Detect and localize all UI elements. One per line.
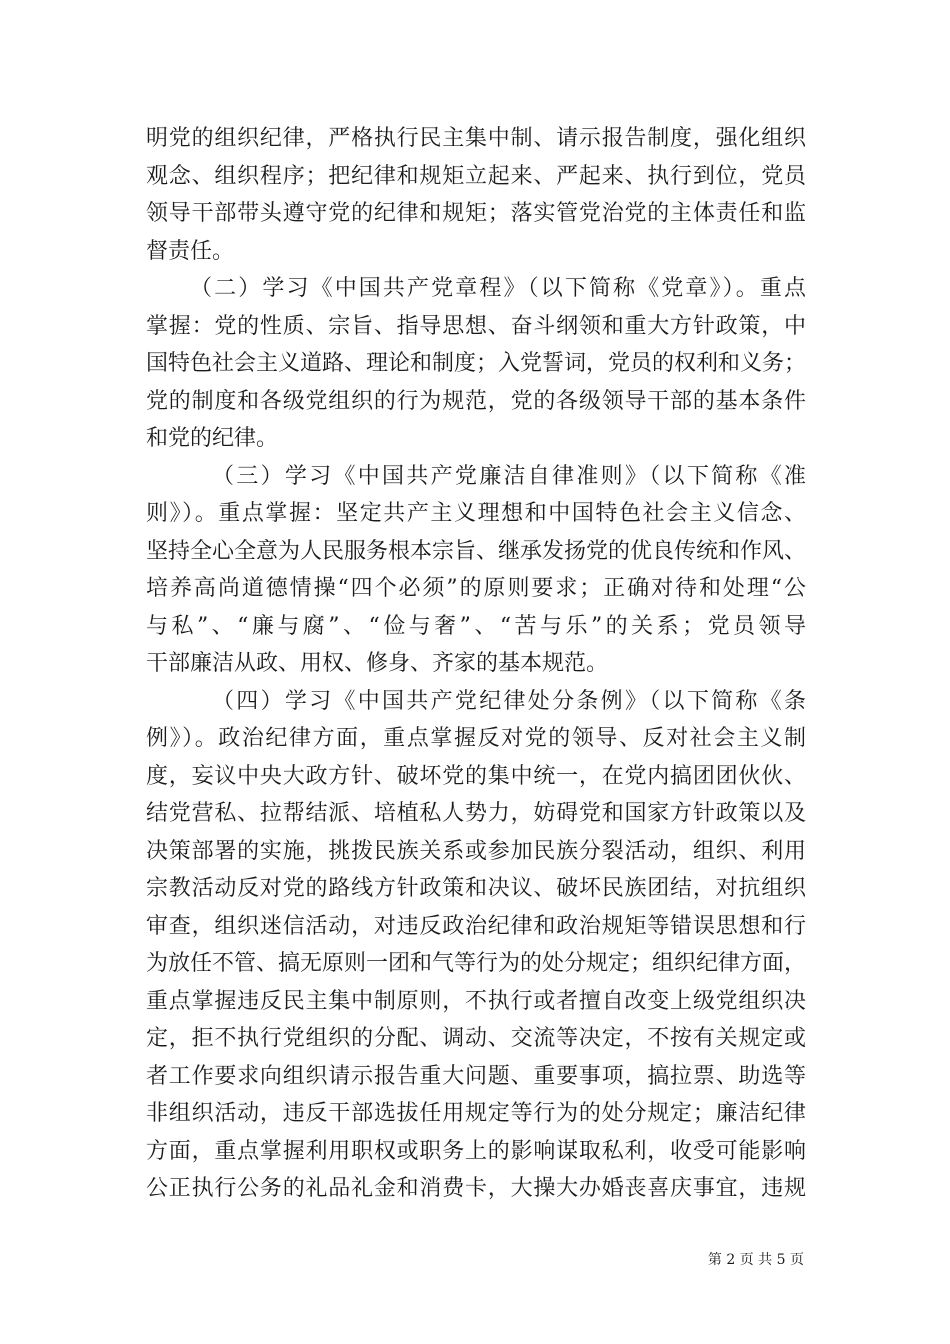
- text-line: 明党的组织纪律，严格执行民主集中制、请示报告制度，强化组织: [146, 126, 806, 151]
- text-line: 者工作要求向组织请示报告重大问题、重要事项，搞拉票、助选等: [146, 1063, 806, 1089]
- text-line: 国特色社会主义道路、理论和制度；入党誓词，党员的权利和义务；: [146, 351, 807, 376]
- paragraph-p1: [146, 270, 806, 458]
- page-number-footer: 第 2 页 共 5 页: [707, 1252, 804, 1268]
- text-line: 坚持全心全意为人民服务根本宗旨、继承发扬党的优良传统和作风、: [146, 538, 807, 564]
- text-line: （四）学习《中国共产党纪律处分条例》（以下简称《条: [212, 688, 806, 714]
- text-line: 方面，重点掌握利用职权或职务上的影响谋取私利，收受可能影响: [146, 1138, 806, 1164]
- paragraph-p0: [146, 120, 806, 270]
- text-line: 与私”、“廉与腐”、“俭与奢”、“苦与乐”的关系；党员领导: [146, 613, 806, 639]
- text-line: 则》）。重点掌握：坚定共产主义理想和中国特色社会主义信念、: [146, 501, 806, 526]
- text-line: 为放任不管、搞无原则一团和气等行为的处分规定；组织纪律方面，: [146, 951, 807, 976]
- text-line: 度，妄议中央大政方针、破坏党的集中统一，在党内搞团团伙伙、: [146, 763, 806, 789]
- text-line: 领导干部带头遵守党的纪律和规矩；落实管党治党的主体责任和监: [146, 201, 806, 226]
- text-line: （二）学习《中国共产党章程》（以下简称《党章》）。重点: [190, 276, 806, 301]
- text-line: 干部廉洁从政、用权、修身、齐家的基本规范。: [146, 651, 609, 676]
- text-line: 定，拒不执行党组织的分配、调动、交流等决定，不按有关规定或: [146, 1026, 806, 1051]
- paragraph-p2: [146, 458, 806, 683]
- text-line: 例》）。政治纪律方面，重点掌握反对党的领导、反对社会主义制: [146, 726, 806, 751]
- text-line: 观念、组织程序；把纪律和规矩立起来、严起来、执行到位，党员: [146, 163, 806, 189]
- text-line: 公正执行公务的礼品礼金和消费卡，大操大办婚丧喜庆事宜，违规: [146, 1176, 806, 1201]
- text-line: （三）学习《中国共产党廉洁自律准则》（以下简称《准: [212, 463, 806, 489]
- text-line: 结党营私、拉帮结派、培植私人势力，妨碍党和国家方针政策以及: [146, 801, 806, 826]
- text-line: 决策部署的实施，挑拨民族关系或参加民族分裂活动，组织、利用: [146, 838, 806, 864]
- document-body: [146, 120, 806, 1208]
- paragraph-p3: [146, 683, 806, 1208]
- text-line: 掌握：党的性质、宗旨、指导思想、奋斗纲领和重大方针政策，中: [146, 313, 806, 339]
- text-line: 非组织活动，违反干部选拔任用规定等行为的处分规定；廉洁纪律: [146, 1101, 806, 1126]
- text-line: 党的制度和各级党组织的行为规范，党的各级领导干部的基本条件: [146, 388, 806, 414]
- text-line: 培养高尚道德情操“四个必须”的原则要求；正确对待和处理“公: [146, 576, 806, 601]
- text-line: 宗教活动反对党的路线方针政策和决议、破坏民族团结，对抗组织: [146, 876, 806, 901]
- text-line: 督责任。: [146, 238, 235, 264]
- text-line: 重点掌握违反民主集中制原则，不执行或者擅自改变上级党组织决: [146, 988, 806, 1014]
- text-line: 审查，组织迷信活动，对违反政治纪律和政治规矩等错误思想和行: [146, 913, 806, 939]
- text-line: 和党的纪律。: [146, 426, 279, 451]
